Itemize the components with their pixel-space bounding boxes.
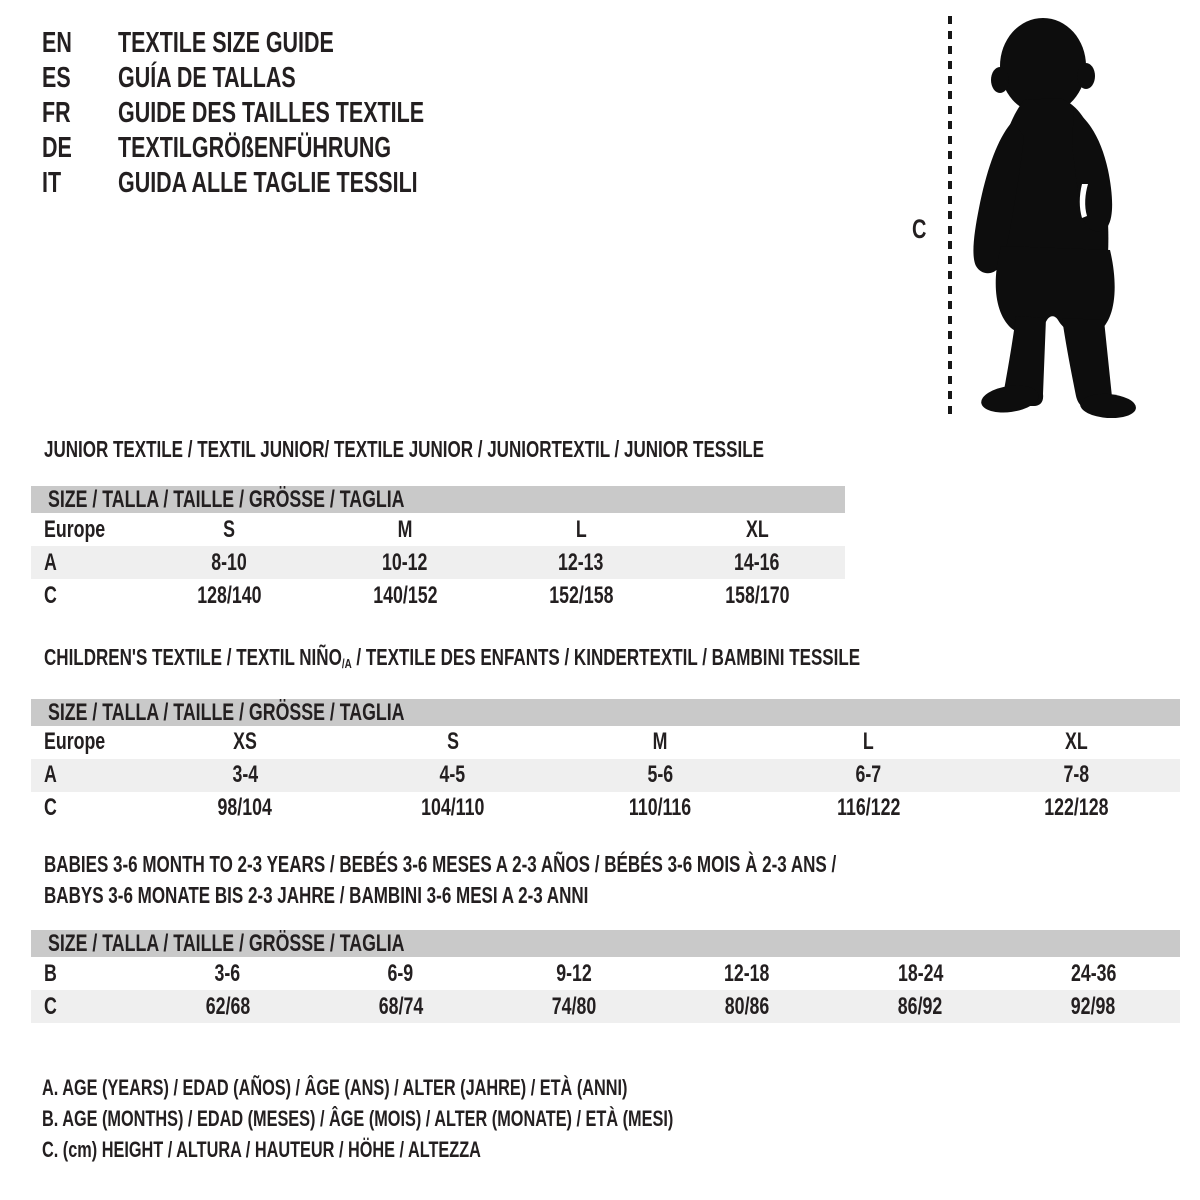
size-cell: 3-4 [232, 761, 258, 789]
language-row [42, 131, 532, 166]
size-cell: 152/158 [548, 581, 614, 609]
legend-line: B. AGE (MONTHS) / EDAD (MESES) / ÂGE (MOIS) / ALTER (MONATE) / ETÀ (MESI) [42, 1106, 674, 1131]
size-cell: XL [1064, 728, 1088, 756]
size-cell: 5-6 [647, 761, 674, 789]
size-cell: 10-12 [382, 548, 428, 576]
size-cell: 12-18 [724, 959, 770, 987]
toddler-silhouette-icon [958, 16, 1153, 418]
size-cell: 74/80 [551, 992, 597, 1020]
legend-line: A. AGE (YEARS) / EDAD (AÑOS) / ÂGE (ANS) / ALTER (JAHRE) / ETÀ (ANNI) [42, 1075, 628, 1100]
size-cell: 4-5 [439, 761, 466, 789]
table-row [31, 546, 845, 579]
table-row [31, 792, 1180, 825]
height-measure-letter: C [912, 214, 927, 244]
size-cell: 6-9 [387, 959, 414, 987]
height-measure-label [912, 214, 932, 245]
size-cell: 62/68 [205, 992, 250, 1020]
row-label: B [44, 959, 57, 987]
size-cell: 122/128 [1043, 794, 1109, 822]
size-cell: M [653, 728, 668, 756]
size-cell: L [575, 515, 587, 543]
table-title [31, 437, 845, 461]
height-dashed-line [946, 16, 954, 414]
row-label: A [44, 548, 57, 576]
language-code: EN [42, 27, 72, 59]
size-cell: 80/86 [724, 992, 770, 1020]
table-row [31, 513, 845, 546]
size-cell: 110/116 [629, 794, 692, 822]
language-title: GUÍA DE TALLAS [118, 62, 296, 94]
language-title: TEXTILGRÖßENFÜHRUNG [118, 132, 392, 164]
legend [42, 1072, 895, 1165]
row-label: Europe [44, 515, 106, 543]
size-cell: 92/98 [1071, 992, 1116, 1020]
size-header-label: SIZE / TALLA / TAILLE / GRÖSSE / TAGLIA [48, 930, 405, 957]
legend-line: C. (cm) HEIGHT / ALTURA / HAUTEUR / HÖHE / ALTEZZA [42, 1137, 481, 1162]
size-cell: 68/74 [378, 992, 423, 1020]
size-cell: 24-36 [1070, 959, 1117, 987]
size-cell: XL [745, 515, 769, 543]
table-row [31, 759, 1180, 792]
size-cell: M [397, 515, 413, 543]
size-cell: L [862, 728, 874, 756]
row-label: A [44, 761, 57, 789]
language-title: GUIDE DES TAILLES TEXTILE [118, 97, 425, 129]
language-code: IT [42, 167, 62, 199]
size-header-bar [31, 699, 1180, 726]
size-cell: 14-16 [734, 548, 780, 576]
size-cell: 7-8 [1063, 761, 1089, 789]
size-header-label: SIZE / TALLA / TAILLE / GRÖSSE / TAGLIA [48, 486, 405, 513]
language-code: DE [42, 132, 72, 164]
table-title-line: BABIES 3-6 MONTH TO 2-3 YEARS / BEBÉS 3-6 MESES A 2-3 AÑOS / BÉBÉS 3-6 MOIS À 2-3 ANS / [44, 851, 837, 877]
table-title [31, 645, 1180, 676]
table-title-line: CHILDREN'S TEXTILE / TEXTIL $NIÑO_{/A}$ / TEXTILE DES ENFANTS / KINDERTEXTIL / BAMBINI TESSILE [44, 644, 861, 671]
table-body [31, 726, 1180, 825]
size-cell: 140/152 [372, 581, 438, 609]
language-row [42, 96, 532, 131]
size-cell: 128/140 [196, 581, 262, 609]
language-code: FR [42, 97, 71, 129]
table-body [31, 513, 845, 612]
language-header [42, 26, 532, 201]
size-cell: 6-7 [855, 761, 882, 789]
language-title: TEXTILE SIZE GUIDE [118, 27, 334, 59]
size-cell: 8-10 [211, 548, 247, 576]
size-cell: S [223, 515, 235, 543]
table-row [31, 957, 1180, 990]
size-cell: 104/110 [421, 794, 485, 822]
size-cell: 3-6 [214, 959, 241, 987]
table-row [31, 990, 1180, 1023]
row-label: C [44, 581, 57, 609]
size-cell: 86/92 [898, 992, 943, 1020]
size-cell: 12-13 [558, 548, 604, 576]
row-label: Europe [44, 728, 106, 756]
babies-textile-table [31, 849, 1180, 1023]
language-row [42, 26, 532, 61]
childrens-textile-table [31, 645, 1180, 825]
table-title [31, 849, 1180, 911]
size-cell: S [446, 728, 459, 756]
table-body [31, 957, 1180, 1023]
language-row [42, 166, 532, 201]
size-header-bar [31, 486, 845, 513]
size-cell: 18-24 [897, 959, 943, 987]
table-title-line: BABYS 3-6 MONATE BIS 2-3 JAHRE / BAMBINI 3-6 MESI A 2-3 ANNI [44, 882, 589, 908]
junior-textile-table [31, 437, 845, 612]
size-cell: 158/170 [724, 581, 790, 609]
size-cell: 9-12 [556, 959, 592, 987]
table-title-line: JUNIOR TEXTILE / TEXTIL JUNIOR/ TEXTILE JUNIOR / JUNIORTEXTIL / JUNIOR TESSILE [44, 436, 764, 462]
row-label: C [44, 794, 57, 822]
language-row [42, 61, 532, 96]
row-label: C [44, 992, 57, 1020]
size-header-label: SIZE / TALLA / TAILLE / GRÖSSE / TAGLIA [48, 698, 405, 726]
size-cell: 98/104 [217, 794, 273, 822]
size-cell: 116/122 [836, 794, 900, 822]
table-row [31, 726, 1180, 759]
language-title: GUIDA ALLE TAGLIE TESSILI [118, 167, 418, 199]
size-header-bar [31, 930, 1180, 957]
language-code: ES [42, 62, 71, 94]
table-row [31, 579, 845, 612]
size-cell: XS [233, 728, 257, 756]
